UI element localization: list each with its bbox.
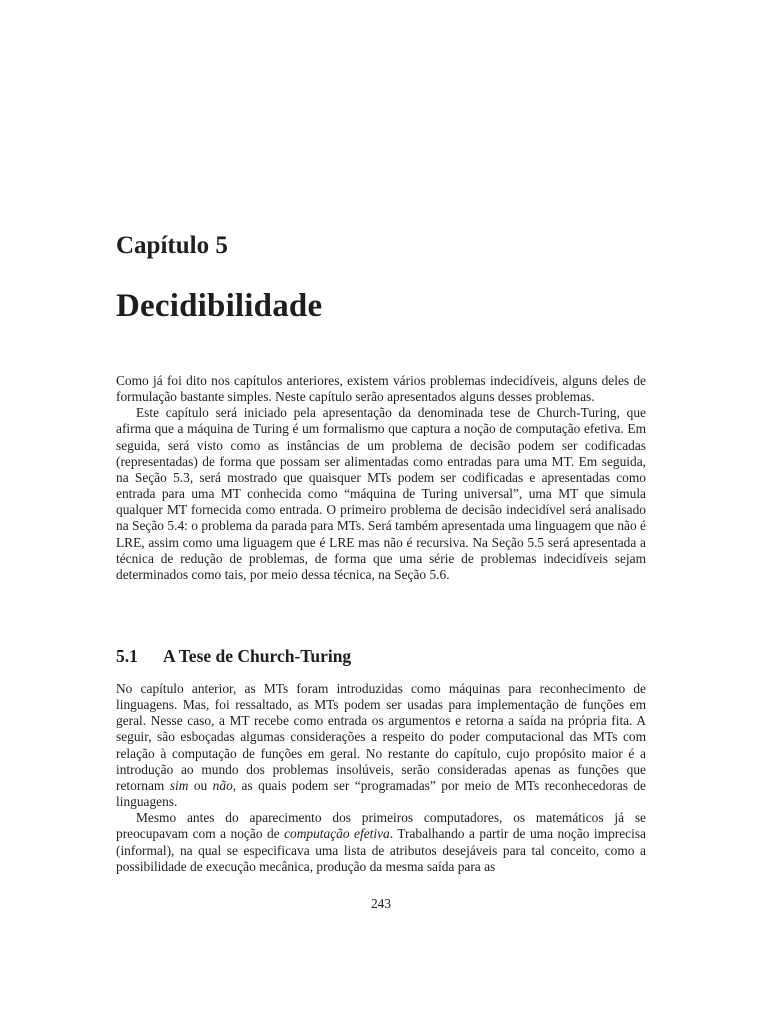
section-number: 5.1 [116,646,138,666]
section-p2-text-b: . Trabalhando a partir de uma noção imprecisa (informal), na qual se especificava uma lista de atributos desejáveis para tal conceito, como a possibilidade de execução mecânica, produção da mesma saída para as [116,826,646,874]
chapter-intro [116,373,646,583]
section-p1-text-c: , as quais podem ser “programadas” por meio de MTs reconhecedoras de linguagens. [116,777,646,810]
section-heading [116,646,351,667]
section-title: A Tese de Church-Turing [163,646,352,666]
section-p2-em: computação efetiva [284,826,390,842]
section-paragraph-2 [116,810,646,875]
section-body [116,681,646,875]
chapter-label: Capítulo 5 [116,232,228,259]
intro-paragraph-2: Este capítulo será iniciado pela apresentação da denominada tese de Church-Turing, que afirma que a máquina de Turing é um formalismo que captura a noção de computação efetiva. Em seguida, será visto como as instâncias de um problema de decisão podem ser codificadas (representadas) de forma que possam ser alimentadas como entradas para uma MT. Em seguida, na Seção 5.3, será mostrado que quaisquer MTs podem ser codificadas e apresentadas como entrada para uma MT conhecida como “máquina de Turing universal”, uma MT que simula qualquer MT fornecida como entrada. O primeiro problema de decisão indecidível será analisado na Seção 5.4: o problema da parada para MTs. Será também apresentada uma linguagem que não é LRE, assim como uma liguagem que é LRE mas não é recursiva. Na Seção 5.5 será apresentada a técnica de redução de problemas, de forma que uma série de problemas indecidíveis sejam determinados como tais, por meio dessa técnica, na Seção 5.6. [116,405,646,582]
section-p1-em-nao: não [212,777,233,793]
chapter-title: Decidibilidade [116,288,323,324]
section-p2-text-a: Mesmo antes do aparecimento dos primeiros computadores, os matemáticos já se preocupavam com a noção de [116,810,646,842]
section-p1-em-sim: sim [169,777,189,793]
section-p1-text-a: No capítulo anterior, as MTs foram introduzidas como máquinas para reconhecimento de linguagens. Mas, foi ressaltado, as MTs podem ser usadas para implementação de funções em geral. Nesse caso, a MT recebe como entrada os argumentos e retorna a saída na própria fita. A seguir, são esboçadas algumas considerações a respeito do poder computacional das MTs com relação à computação de funções em geral. No restante do capítulo, cujo propósito maior é a introdução ao mundo dos problemas insolúveis, serão consideradas apenas as funções que retornam [116,681,646,793]
section-p1-text-b: ou [188,777,213,793]
section-paragraph-1 [116,681,646,810]
intro-paragraph-1: Como já foi dito nos capítulos anteriores, existem vários problemas indecidíveis, alguns deles de formulação bastante simples. Neste capítulo serão apresentados alguns desses problemas. [116,373,646,405]
page-number: 243 [370,896,392,911]
